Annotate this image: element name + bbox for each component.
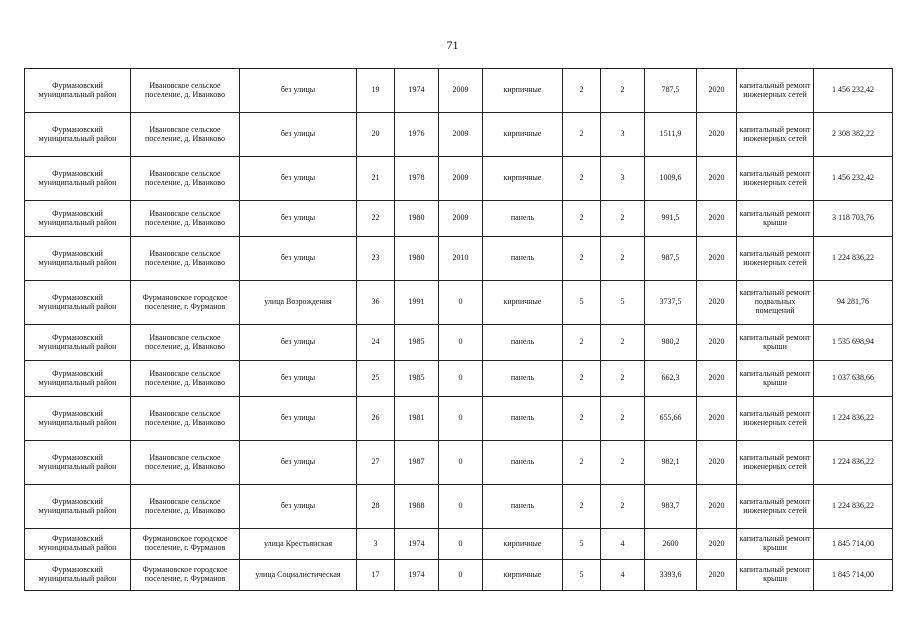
table-row	[25, 281, 893, 325]
house-number-cell: 24	[357, 325, 395, 361]
street-cell: без улицы	[240, 201, 357, 237]
district-cell: Фурмановский муниципальный район	[25, 361, 131, 397]
table-row	[25, 237, 893, 281]
privatization-year-cell: 0	[439, 361, 483, 397]
house-number-cell: 3	[357, 529, 395, 560]
privatization-year-cell: 2009	[439, 157, 483, 201]
wall-material-cell: панель	[483, 237, 563, 281]
privatization-year-cell: 0	[439, 281, 483, 325]
district-cell: Фурмановский муниципальный район	[25, 157, 131, 201]
area-cell: 1511,9	[645, 113, 697, 157]
wall-material-cell: кирпичные	[483, 69, 563, 113]
floors-cell: 2	[563, 397, 601, 441]
wall-material-cell: панель	[483, 201, 563, 237]
settlement-cell: Ивановское сельское поселение, д. Иванково	[131, 485, 240, 529]
district-cell: Фурмановский муниципальный район	[25, 560, 131, 591]
settlement-cell: Ивановское сельское поселение, д. Иванково	[131, 325, 240, 361]
area-cell: 662,3	[645, 361, 697, 397]
street-cell: без улицы	[240, 441, 357, 485]
wall-material-cell: кирпичные	[483, 157, 563, 201]
privatization-year-cell: 2010	[439, 237, 483, 281]
work-type-cell: капитальный ремонт инженерных сетей	[737, 157, 814, 201]
work-type-cell: капитальный ремонт инженерных сетей	[737, 237, 814, 281]
street-cell: улица Крестьянская	[240, 529, 357, 560]
repair-year-cell: 2020	[697, 281, 737, 325]
entrances-cell: 2	[601, 69, 645, 113]
work-type-cell: капитальный ремонт крыши	[737, 560, 814, 591]
district-cell: Фурмановский муниципальный район	[25, 397, 131, 441]
work-type-cell: капитальный ремонт инженерных сетей	[737, 113, 814, 157]
district-cell: Фурмановский муниципальный район	[25, 69, 131, 113]
privatization-year-cell: 0	[439, 485, 483, 529]
district-cell: Фурмановский муниципальный район	[25, 485, 131, 529]
floors-cell: 2	[563, 485, 601, 529]
repair-year-cell: 2020	[697, 361, 737, 397]
cost-cell: 1 224 836,22	[814, 237, 893, 281]
entrances-cell: 4	[601, 560, 645, 591]
area-cell: 987,5	[645, 237, 697, 281]
page-number: 71	[446, 38, 459, 52]
year-built-cell: 1978	[395, 157, 439, 201]
work-type-cell: капитальный ремонт инженерных сетей	[737, 69, 814, 113]
entrances-cell: 2	[601, 361, 645, 397]
street-cell: без улицы	[240, 69, 357, 113]
work-type-cell: капитальный ремонт подвальных помещений	[737, 281, 814, 325]
repair-year-cell: 2020	[697, 113, 737, 157]
cost-cell: 1 224 836,22	[814, 485, 893, 529]
privatization-year-cell: 0	[439, 397, 483, 441]
area-cell: 3737,5	[645, 281, 697, 325]
house-number-cell: 22	[357, 201, 395, 237]
year-built-cell: 1974	[395, 529, 439, 560]
repair-year-cell: 2020	[697, 441, 737, 485]
floors-cell: 2	[563, 201, 601, 237]
work-type-cell: капитальный ремонт инженерных сетей	[737, 397, 814, 441]
privatization-year-cell: 0	[439, 560, 483, 591]
work-type-cell: капитальный ремонт крыши	[737, 201, 814, 237]
entrances-cell: 2	[601, 485, 645, 529]
settlement-cell: Фурмановское городское поселение, г. Фурманов	[131, 529, 240, 560]
table-row	[25, 361, 893, 397]
settlement-cell: Фурмановское городское поселение, г. Фурманов	[131, 560, 240, 591]
repair-year-cell: 2020	[697, 397, 737, 441]
house-number-cell: 26	[357, 397, 395, 441]
floors-cell: 5	[563, 281, 601, 325]
street-cell: без улицы	[240, 237, 357, 281]
settlement-cell: Ивановское сельское поселение, д. Иванково	[131, 201, 240, 237]
floors-cell: 2	[563, 441, 601, 485]
settlement-cell: Фурмановское городское поселение, г. Фурманов	[131, 281, 240, 325]
table-row	[25, 529, 893, 560]
work-type-cell: капитальный ремонт крыши	[737, 529, 814, 560]
table-row	[25, 485, 893, 529]
settlement-cell: Ивановское сельское поселение, д. Иванково	[131, 157, 240, 201]
settlement-cell: Ивановское сельское поселение, д. Иванково	[131, 397, 240, 441]
area-cell: 983,7	[645, 485, 697, 529]
house-number-cell: 28	[357, 485, 395, 529]
housing-repair-table	[24, 68, 893, 591]
privatization-year-cell: 0	[439, 529, 483, 560]
house-number-cell: 36	[357, 281, 395, 325]
repair-year-cell: 2020	[697, 485, 737, 529]
work-type-cell: капитальный ремонт крыши	[737, 361, 814, 397]
entrances-cell: 5	[601, 281, 645, 325]
cost-cell: 1 535 698,94	[814, 325, 893, 361]
house-number-cell: 20	[357, 113, 395, 157]
wall-material-cell: панель	[483, 361, 563, 397]
cost-cell: 94 281,76	[814, 281, 893, 325]
house-number-cell: 27	[357, 441, 395, 485]
house-number-cell: 19	[357, 69, 395, 113]
repair-year-cell: 2020	[697, 237, 737, 281]
year-built-cell: 1991	[395, 281, 439, 325]
work-type-cell: капитальный ремонт инженерных сетей	[737, 441, 814, 485]
floors-cell: 2	[563, 157, 601, 201]
area-cell: 1009,6	[645, 157, 697, 201]
repair-year-cell: 2020	[697, 69, 737, 113]
entrances-cell: 3	[601, 113, 645, 157]
table-row	[25, 397, 893, 441]
area-cell: 991,5	[645, 201, 697, 237]
privatization-year-cell: 0	[439, 325, 483, 361]
district-cell: Фурмановский муниципальный район	[25, 281, 131, 325]
table-row	[25, 441, 893, 485]
settlement-cell: Ивановское сельское поселение, д. Иванково	[131, 361, 240, 397]
area-cell: 787,5	[645, 69, 697, 113]
area-cell: 2600	[645, 529, 697, 560]
work-type-cell: капитальный ремонт крыши	[737, 325, 814, 361]
entrances-cell: 4	[601, 529, 645, 560]
entrances-cell: 3	[601, 157, 645, 201]
year-built-cell: 1980	[395, 237, 439, 281]
area-cell: 980,2	[645, 325, 697, 361]
wall-material-cell: панель	[483, 441, 563, 485]
year-built-cell: 1974	[395, 69, 439, 113]
table-row	[25, 69, 893, 113]
street-cell: улица Возрождения	[240, 281, 357, 325]
house-number-cell: 25	[357, 361, 395, 397]
privatization-year-cell: 2009	[439, 69, 483, 113]
year-built-cell: 1974	[395, 560, 439, 591]
wall-material-cell: панель	[483, 397, 563, 441]
repair-year-cell: 2020	[697, 529, 737, 560]
entrances-cell: 2	[601, 201, 645, 237]
entrances-cell: 2	[601, 237, 645, 281]
floors-cell: 5	[563, 529, 601, 560]
district-cell: Фурмановский муниципальный район	[25, 529, 131, 560]
street-cell: без улицы	[240, 157, 357, 201]
floors-cell: 2	[563, 113, 601, 157]
table-row	[25, 157, 893, 201]
repair-year-cell: 2020	[697, 201, 737, 237]
cost-cell: 1 037 638,66	[814, 361, 893, 397]
year-built-cell: 1981	[395, 397, 439, 441]
entrances-cell: 2	[601, 325, 645, 361]
cost-cell: 1 224 836,22	[814, 397, 893, 441]
street-cell: без улицы	[240, 397, 357, 441]
settlement-cell: Ивановское сельское поселение, д. Иванково	[131, 237, 240, 281]
year-built-cell: 1985	[395, 361, 439, 397]
wall-material-cell: кирпичные	[483, 281, 563, 325]
repair-year-cell: 2020	[697, 560, 737, 591]
floors-cell: 5	[563, 560, 601, 591]
area-cell: 655,66	[645, 397, 697, 441]
cost-cell: 1 456 232,42	[814, 69, 893, 113]
entrances-cell: 2	[601, 441, 645, 485]
wall-material-cell: панель	[483, 485, 563, 529]
house-number-cell: 17	[357, 560, 395, 591]
street-cell: без улицы	[240, 113, 357, 157]
repair-year-cell: 2020	[697, 157, 737, 201]
house-number-cell: 21	[357, 157, 395, 201]
table-row	[25, 560, 893, 591]
table-row	[25, 113, 893, 157]
year-built-cell: 1985	[395, 325, 439, 361]
cost-cell: 2 308 382,22	[814, 113, 893, 157]
district-cell: Фурмановский муниципальный район	[25, 113, 131, 157]
district-cell: Фурмановский муниципальный район	[25, 441, 131, 485]
year-built-cell: 1988	[395, 485, 439, 529]
house-number-cell: 23	[357, 237, 395, 281]
floors-cell: 2	[563, 237, 601, 281]
floors-cell: 2	[563, 69, 601, 113]
cost-cell: 1 845 714,00	[814, 529, 893, 560]
cost-cell: 1 224 836,22	[814, 441, 893, 485]
entrances-cell: 2	[601, 397, 645, 441]
table-row	[25, 325, 893, 361]
table-row	[25, 201, 893, 237]
settlement-cell: Ивановское сельское поселение, д. Иванково	[131, 69, 240, 113]
floors-cell: 2	[563, 325, 601, 361]
area-cell: 3393,6	[645, 560, 697, 591]
wall-material-cell: кирпичные	[483, 113, 563, 157]
district-cell: Фурмановский муниципальный район	[25, 237, 131, 281]
street-cell: без улицы	[240, 361, 357, 397]
year-built-cell: 1987	[395, 441, 439, 485]
cost-cell: 1 845 714,00	[814, 560, 893, 591]
settlement-cell: Ивановское сельское поселение, д. Иванково	[131, 441, 240, 485]
wall-material-cell: панель	[483, 325, 563, 361]
privatization-year-cell: 2009	[439, 113, 483, 157]
privatization-year-cell: 2009	[439, 201, 483, 237]
wall-material-cell: кирпичные	[483, 529, 563, 560]
street-cell: без улицы	[240, 325, 357, 361]
cost-cell: 3 118 703,76	[814, 201, 893, 237]
year-built-cell: 1980	[395, 201, 439, 237]
work-type-cell: капитальный ремонт инженерных сетей	[737, 485, 814, 529]
area-cell: 982,1	[645, 441, 697, 485]
settlement-cell: Ивановское сельское поселение, д. Иванково	[131, 113, 240, 157]
street-cell: без улицы	[240, 485, 357, 529]
cost-cell: 1 456 232,42	[814, 157, 893, 201]
floors-cell: 2	[563, 361, 601, 397]
wall-material-cell: кирпичные	[483, 560, 563, 591]
district-cell: Фурмановский муниципальный район	[25, 325, 131, 361]
year-built-cell: 1976	[395, 113, 439, 157]
district-cell: Фурмановский муниципальный район	[25, 201, 131, 237]
street-cell: улица Социалистическая	[240, 560, 357, 591]
privatization-year-cell: 0	[439, 441, 483, 485]
repair-year-cell: 2020	[697, 325, 737, 361]
